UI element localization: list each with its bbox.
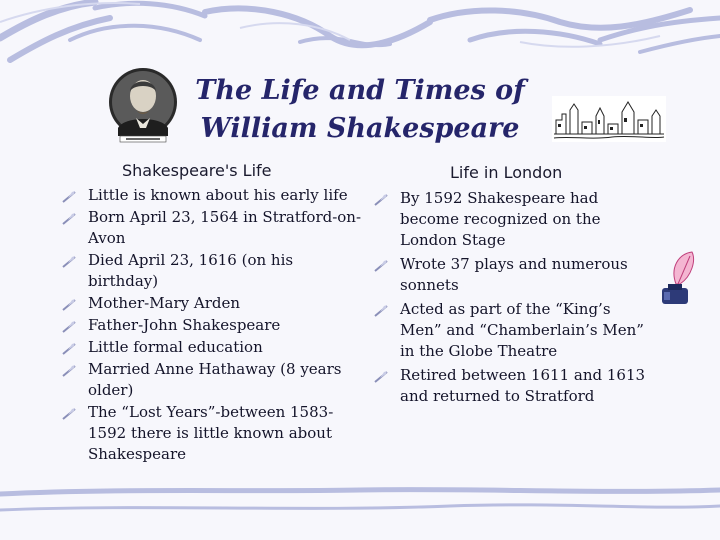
quill-bullet-icon [374, 192, 388, 206]
list-item-text: Mother-Mary Arden [88, 294, 241, 312]
list-item-text: Little formal education [88, 338, 263, 356]
list-item [62, 293, 362, 314]
list-item [62, 185, 362, 206]
list-item-text: Born April 23, 1564 in Stratford-on-Avon [88, 208, 362, 247]
quill-bullet-icon [62, 363, 76, 377]
london-skyline-sketch [552, 96, 666, 142]
list-item-text: Acted as part of the “King’s Men” and “Chamberlain’s Men” in the Globe Theatre [400, 300, 644, 360]
left-column-heading: Shakespeare's Life [122, 161, 272, 180]
quill-bullet-icon [374, 303, 388, 317]
right-column-heading: Life in London [450, 163, 563, 182]
quill-bullet-icon [62, 406, 76, 420]
left-bullet-list [62, 185, 362, 466]
list-item [62, 315, 362, 336]
list-item-text: By 1592 Shakespeare had become recognized on the London Stage [400, 189, 601, 249]
list-item-text: Died April 23, 1616 (on his birthday) [88, 251, 294, 290]
quill-bullet-icon [62, 189, 76, 203]
list-item [374, 254, 654, 296]
list-item-text: Retired between 1611 and 1613 and returned to Stratford [400, 366, 646, 405]
list-item [62, 359, 362, 401]
title-line: The Life and Times of [195, 75, 525, 106]
list-item-text: Married Anne Hathaway (8 years older) [88, 360, 342, 399]
slide-title [195, 72, 525, 148]
list-item-text: Wrote 37 plays and numerous sonnets [400, 255, 628, 294]
list-item-text: The “Lost Years”-between 1583-1592 there is little known about Shakespeare [88, 403, 334, 463]
list-item [374, 188, 654, 251]
list-item [374, 365, 654, 407]
list-item [62, 207, 362, 249]
quill-bullet-icon [374, 369, 388, 383]
quill-inkwell-icon [652, 250, 700, 308]
quill-bullet-icon [62, 297, 76, 311]
list-item [62, 402, 362, 465]
list-item [374, 299, 654, 362]
quill-bullet-icon [62, 254, 76, 268]
quill-bullet-icon [374, 258, 388, 272]
shakespeare-portrait [106, 66, 180, 144]
quill-bullet-icon [62, 341, 76, 355]
title-line: William Shakespeare [200, 113, 520, 144]
list-item-text: Little is known about his early life [88, 186, 348, 204]
list-item-text: Father-John Shakespeare [88, 316, 281, 334]
right-bullet-list [374, 188, 654, 410]
quill-bullet-icon [62, 211, 76, 225]
list-item [62, 250, 362, 292]
quill-bullet-icon [62, 319, 76, 333]
list-item [62, 337, 362, 358]
